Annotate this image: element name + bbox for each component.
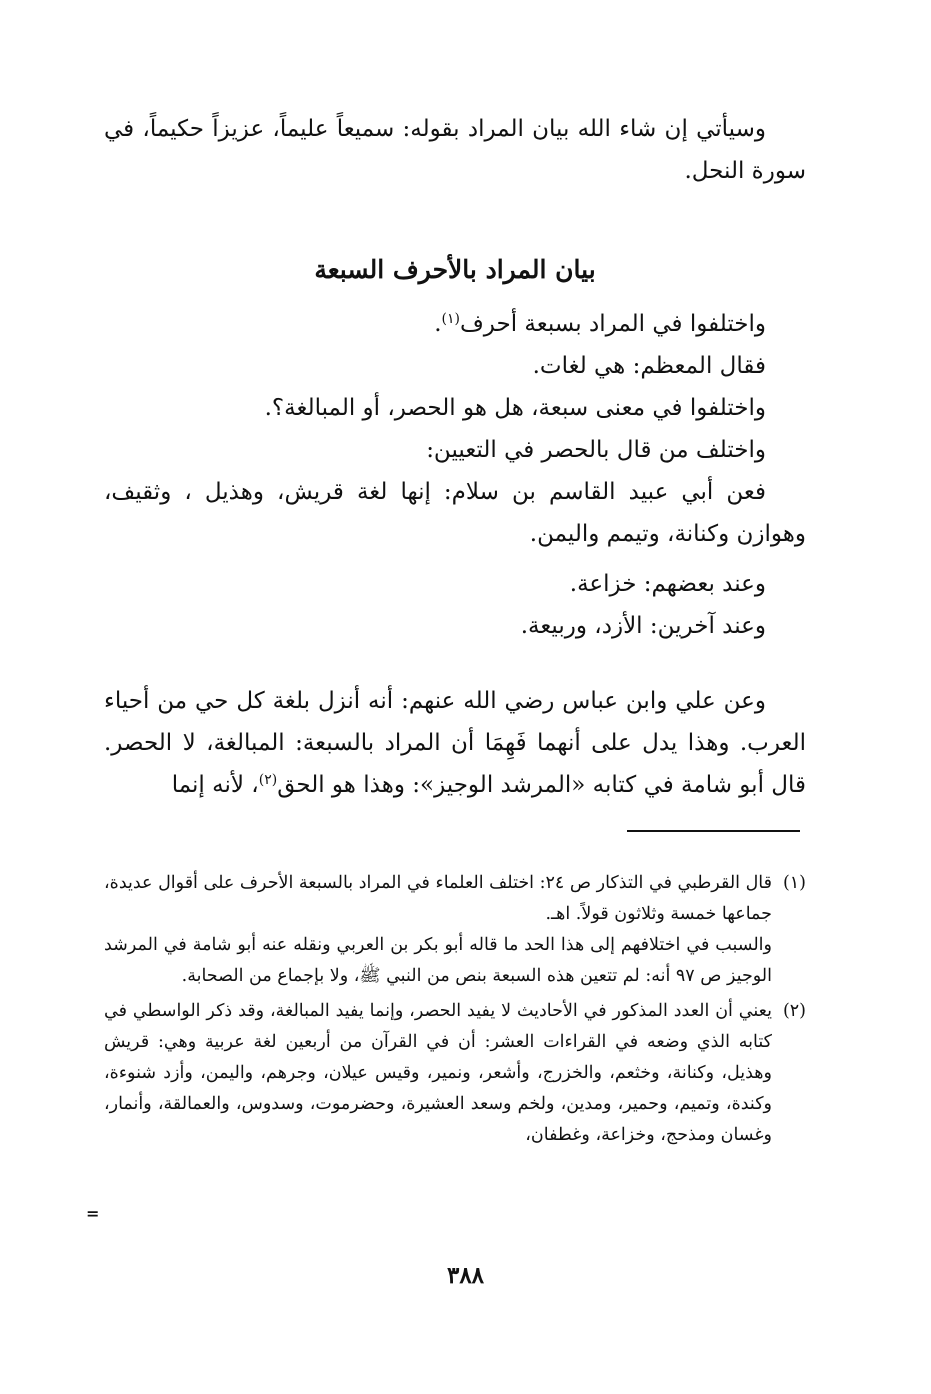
intro-paragraph: [104, 108, 806, 192]
footnote-1: [104, 868, 806, 992]
footnote-1-number: (١): [782, 873, 806, 893]
line-others: وعند آخرين: الأزد، وربيعة.: [520, 613, 766, 639]
paragraph-ali-text-end: ، لأنه إنما: [171, 772, 259, 798]
line-seven-letters: [104, 303, 806, 345]
line-meaning-seven: واختلفوا في معنى سبعة، هل هو الحصر، أو المبالغة؟.: [264, 395, 766, 421]
footnote-2: [104, 996, 806, 1151]
line-seven-letters-end: .: [434, 311, 442, 337]
paragraph-ali-text: وعن علي وابن عباس رضي الله عنهم: أنه أنزل بلغة كل حي من أحياء العرب. وهذا يدل على أنهما فَهِمَا أن المراد بالسبعة: المبالغة، لا الحصر. قال أبو شامة في كتابه «المرشد الوجيز»: وهذا هو الحق: [104, 688, 806, 798]
line-majority: فقال المعظم: هي لغات.: [532, 353, 766, 379]
footnote-ref-1: (١): [441, 311, 460, 327]
page-number: ٣٨٨: [446, 1262, 485, 1289]
footnote-2-para-1: يعني أن العدد المذكور في الأحاديث لا يفيد الحصر، وإنما يفيد المبالغة، وقد ذكر الواسطي في كتابه الذي وضعه في القراءات العشر: أن في القرآن من أربعين لغة عربية وهي: قريش وهذيل، وكنانة، وخثعم، والخزرج، وأشعر، ونمير، وقيس عيلان، وجرهم، واليمن، وأزد شنوءة، وكندة، وتميم، وحمير، ومدين، ولخم وسعد العشيرة، وحضرموت، وسدوس، والعمالقة، وأنمار، وغسان ومذحج، وخزاعة، وغطفان،: [104, 1001, 772, 1145]
section-1-body: [104, 303, 806, 647]
footnote-2-number: (٢): [782, 1001, 806, 1021]
paragraph-ali-ibn-abbas: [104, 680, 806, 806]
footnote-ref-2: (٢): [258, 772, 278, 788]
line-determination: واختلف من قال بالحصر في التعيين:: [426, 437, 766, 463]
section-heading: بيان المراد بالأحرف السبعة: [314, 255, 596, 284]
footnote-separator: [627, 830, 800, 832]
line-seven-letters-text: واختلفوا في المراد بسبعة أحرف: [459, 311, 766, 337]
line-abu-ubayd: فعن أبي عبيد القاسم بن سلام: إنها لغة قريش، وهذيل ، وثقيف، وهوازن وكنانة، وتيمم واليمن.: [104, 479, 806, 547]
footnote-1-para-2: والسبب في اختلافهم إلى هذا الحد ما قاله أبو بكر بن العربي ونقله عنه أبو شامة في المرشد الوجيز ص ٩٧ أنه: لم تتعين هذه السبعة بنص من النبي ﷺ، ولا بإجماع من الصحابة.: [104, 935, 772, 986]
footnotes: [104, 868, 806, 1155]
continuation-mark: =: [86, 1204, 100, 1223]
intro-text: وسيأتي إن شاء الله بيان المراد بقوله: سميعاً عليماً، عزيزاً حكيماً، في سورة النحل.: [104, 116, 806, 184]
section-2-body: [104, 680, 806, 806]
footnote-1-para-1: قال القرطبي في التذكار ص ٢٤: اختلف العلماء في المراد بالسبعة الأحرف على أقوال عديدة، جماعها خمسة وثلاثون قولاً. اهـ.: [104, 873, 773, 924]
line-some: وعند بعضهم: خزاعة.: [569, 571, 766, 597]
